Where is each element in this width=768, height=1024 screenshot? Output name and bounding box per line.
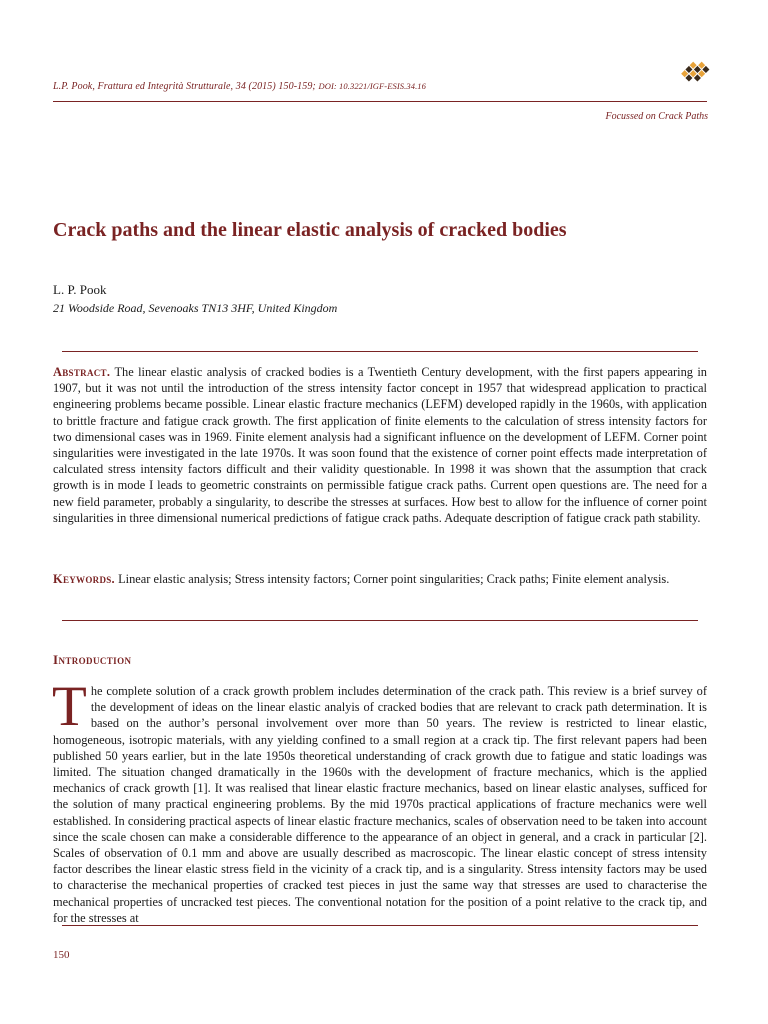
article-title: Crack paths and the linear elastic analysis of cracked bodies bbox=[53, 219, 567, 241]
keywords-bottom-rule bbox=[62, 620, 698, 621]
abstract-top-rule bbox=[62, 351, 698, 352]
keywords-label: Keywords. bbox=[53, 572, 115, 586]
header-citation bbox=[53, 81, 613, 92]
introduction-body bbox=[52, 675, 707, 926]
journal-logo-icon bbox=[681, 58, 711, 88]
dropcap-letter: T bbox=[52, 675, 87, 738]
page-number: 150 bbox=[53, 949, 70, 961]
introduction-heading: Introduction bbox=[53, 652, 132, 667]
doi-text: DOI: 10.3221/IGF-ESIS.34.16 bbox=[318, 81, 426, 91]
abstract-text: The linear elastic analysis of cracked bodies is a Twentieth Century development, with the first papers appearing in 1907, but it was not until the introduction of the stress intensity factor concept in 1957 that widespread application to practical engineering problems became possible. Linear elastic fracture mechanics (LEFM) developed rapidly in the 1960s, with application to brittle fracture and fatigue crack growth. The first application of finite elements to the calculation of stress intensity factors for two dimensional cases was in 1969. Finite element analysis had a significant influence on the development of LEFM. Corner point singularities were investigated in the late 1970s. It was soon found that the existence of corner point effects made interpretation of calculated stress intensity factors difficult and their validity questionable. In 1998 it was shown that the assumption that crack growth is in mode I leads to geometric constraints on permissible fatigue crack paths. Current open questions are. The need for a new field parameter, probably a singularity, to describe the stresses at surfaces. How best to allow for the influence of corner point singularities in three dimensional numerical predictions of fatigue crack paths. Adequate description of fatigue crack path stability. bbox=[53, 365, 708, 525]
keywords-text: Linear elastic analysis; Stress intensity factors; Corner point singularities; Crack paths; Finite element analysis. bbox=[118, 572, 670, 586]
keywords bbox=[53, 571, 707, 587]
author-name: L. P. Pook bbox=[53, 282, 107, 297]
abstract bbox=[53, 364, 707, 526]
header-rule bbox=[53, 101, 707, 102]
introduction-text: he complete solution of a crack growth problem includes determination of the crack path. This review is a brief survey of the development of ideas on the linear elastic analyis of cracked bodies that are relevant to crack path determination. It is based on the author’s personal involvement over more than 50 years. The review is restricted to linear elastic, homogeneous, isotropic materials, with any yielding confined to a small region at a crack tip. The first relevant papers had been published 50 years earlier, but in the late 1950s theoretical understanding of crack growth due to fatigue and static loadings was limited. The situation changed dramatically in the 1960s with the development of fracture mechanics, which is the applied mechanics of crack growth [1]. It was realised that linear elastic fracture mechanics, based on linear elastic analyses, sufficed for the solution of many practical engineering problems. By the mid 1970s practical applications of fracture mechanics were well established. In considering practical aspects of linear elastic fracture mechanics, scales of observation need to be taken into account since the scale chosen can make a considerable difference to the appearance of an object in general, and a crack in particular [2]. Scales of observation of 0.1 mm and above are usually described as macroscopic. The linear elastic concept of stress intensity factor describes the linear elastic stress field in the vicinity of a crack tip, and is a singularity. Stress intensity factors may be used to characterise the mechanical properties of cracked test pieces in just the same way that stresses are used to characterise the mechanical properties of uncracked test pieces. The conventional notation for the position of a point relative to the crack tip, and for the stresses at bbox=[53, 684, 707, 925]
footer-rule bbox=[62, 925, 698, 926]
abstract-label: Abstract. bbox=[53, 365, 111, 379]
section-label: Focussed on Crack Paths bbox=[605, 111, 708, 122]
citation-text: L.P. Pook, Frattura ed Integrità Strutturale, 34 (2015) 150-159; bbox=[53, 81, 316, 92]
author-affiliation: 21 Woodside Road, Sevenoaks TN13 3HF, United Kingdom bbox=[53, 301, 338, 315]
